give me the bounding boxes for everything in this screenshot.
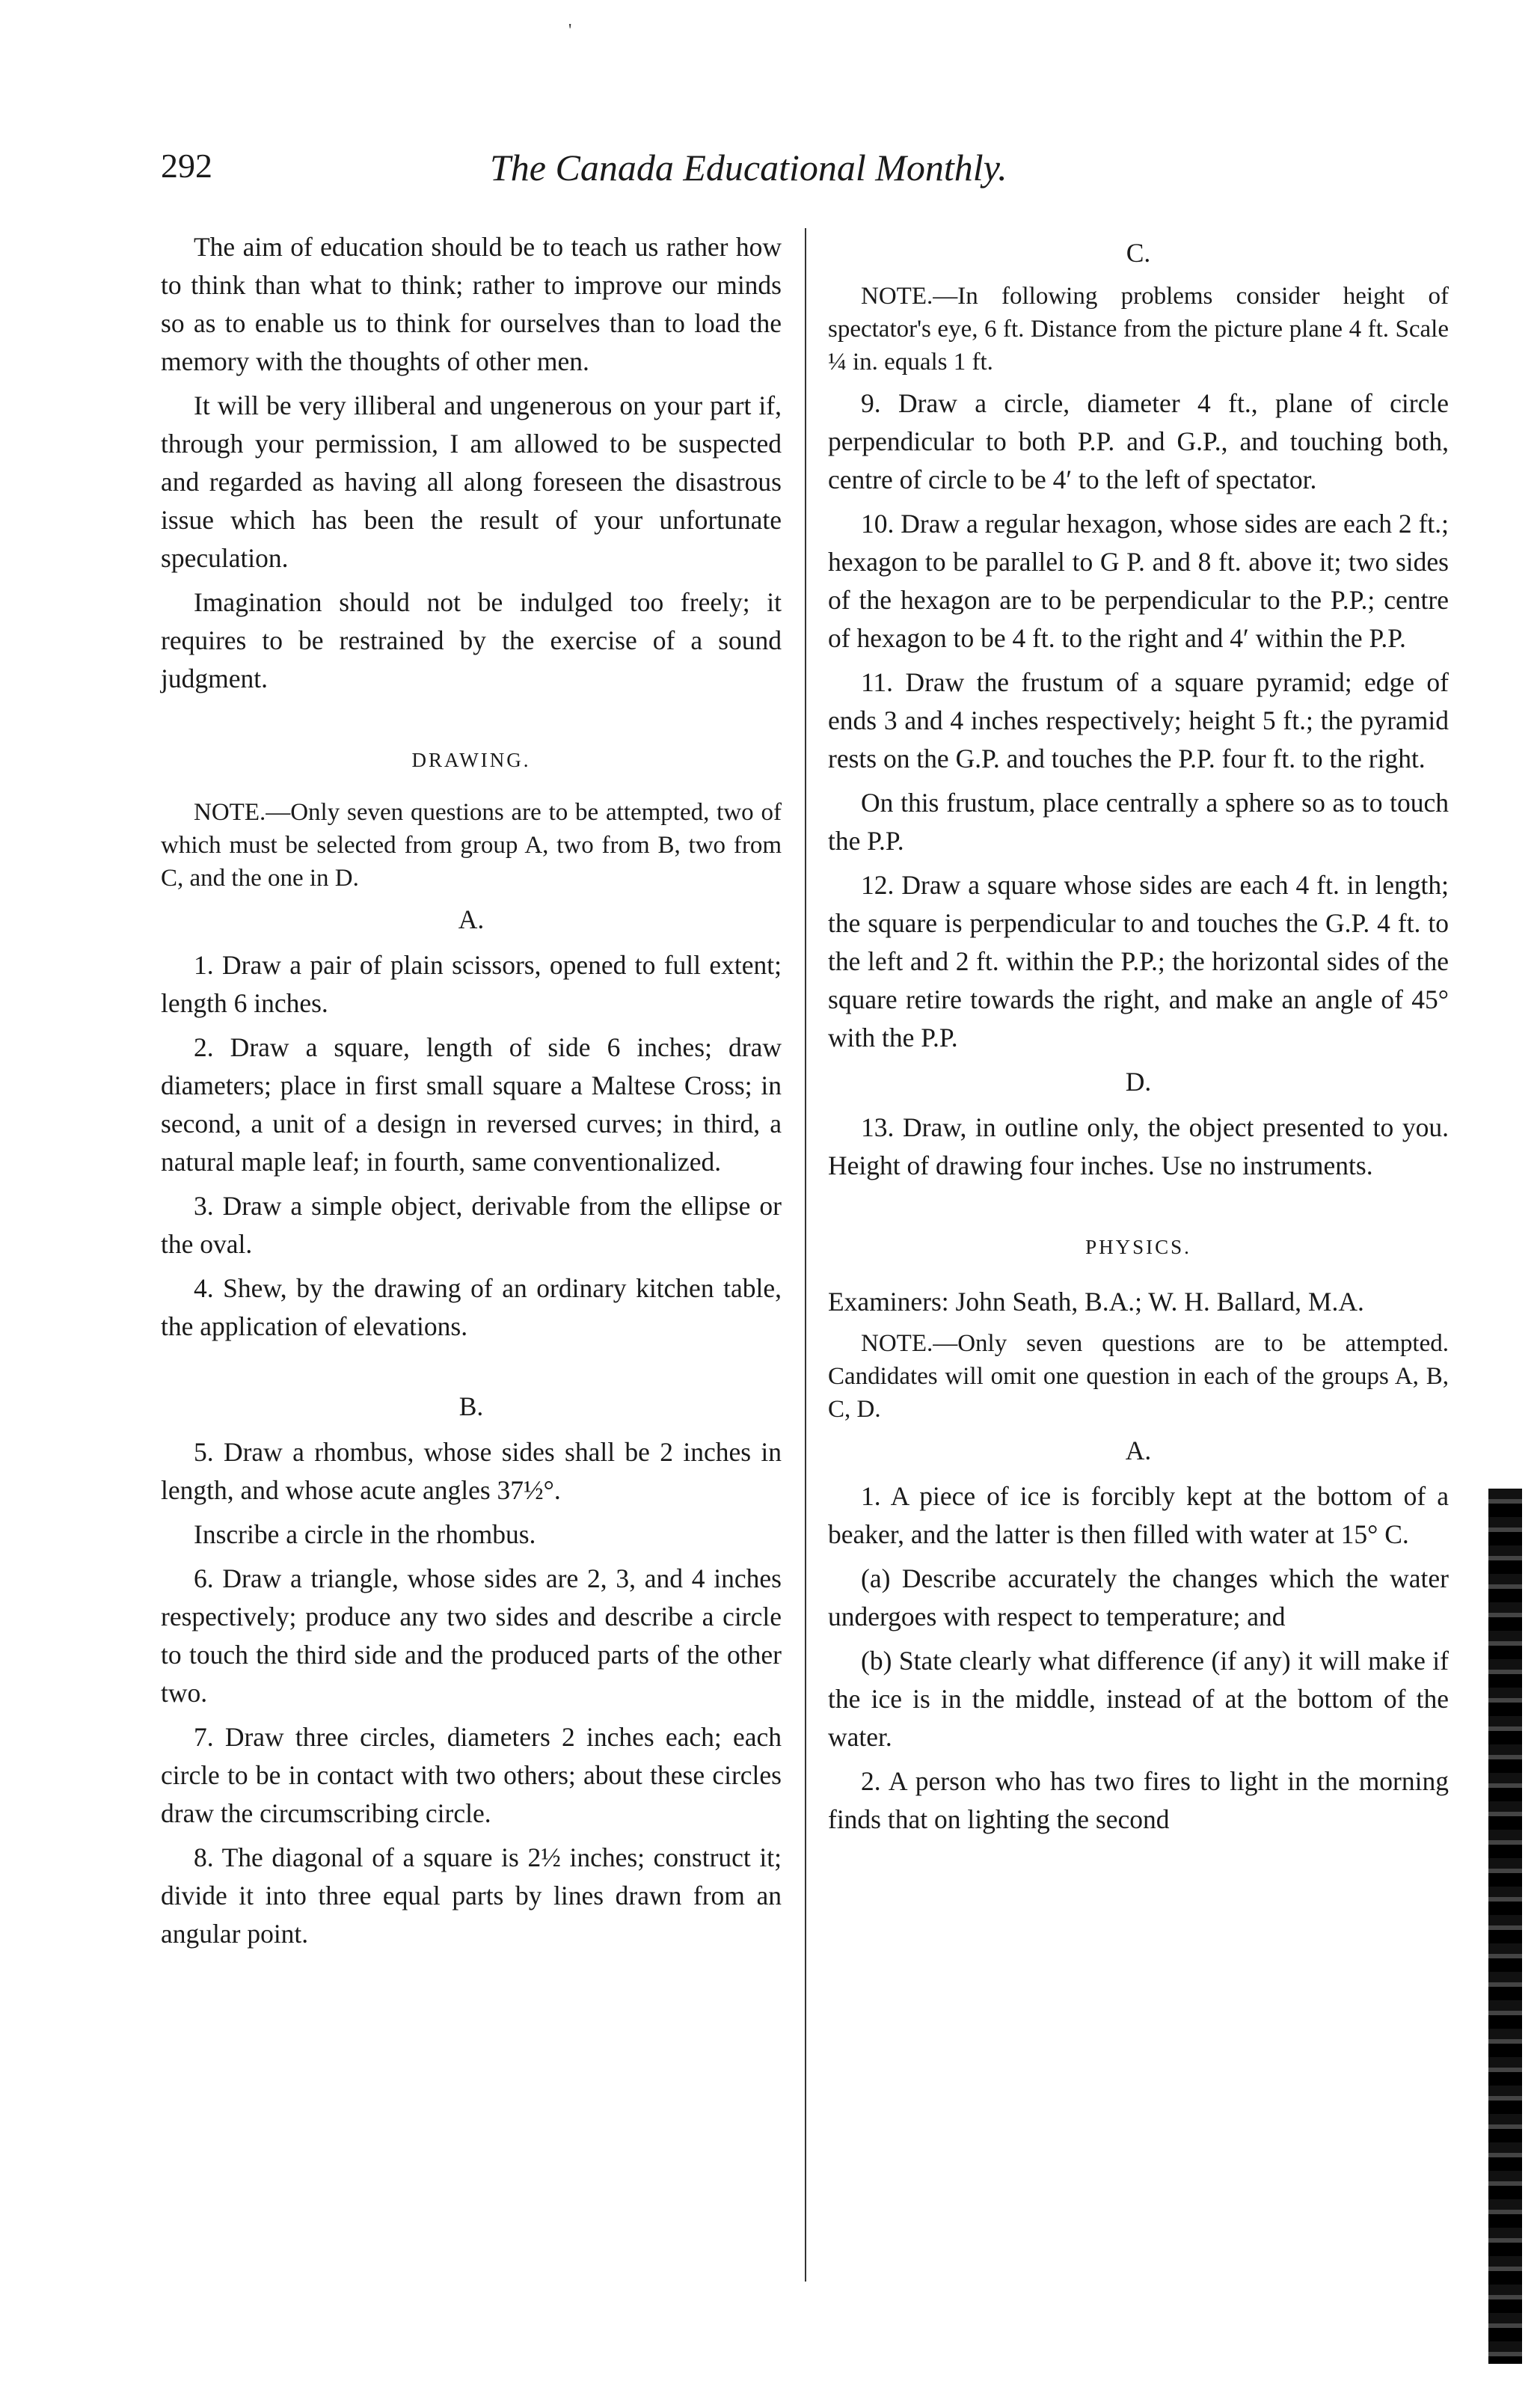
physics-note: NOTE.—Only seven questions are to be attempted. Candidates will omit one question in each of the groups A, B, C, D. xyxy=(828,1330,1449,1423)
question-1: 1. Draw a pair of plain scissors, opened to full extent; length 6 inches. xyxy=(161,950,782,1018)
right-column xyxy=(828,228,1449,1845)
physics-question-1a: (a) Describe accurately the changes which the water undergoes with respect to temperature; and xyxy=(828,1563,1449,1631)
question-10: 10. Draw a regular hexagon, whose sides are each 2 ft.; hexagon to be parallel to G P. and 8 ft. above it; two sides of the hexagon are to be perpendicular to the P.P.; centre of hexagon to be 4 ft. to the right and 4′ within the P.P. xyxy=(828,509,1449,653)
left-column xyxy=(161,228,782,1959)
question-13: 13. Draw, in outline only, the object presented to you. Height of drawing four inches. Use no instruments. xyxy=(828,1112,1449,1180)
question-12: 12. Draw a square whose sides are each 4 ft. in length; the square is perpendicular to and touches the G.P. 4 ft. to the left and 2 ft. within the P.P.; the horizontal sides of the square retire towards the right, and make an angle of 45° with the P.P. xyxy=(828,870,1449,1052)
question-8: 8. The diagonal of a square is 2½ inches; construct it; divide it into three equal parts by lines drawn from an angular point. xyxy=(161,1842,782,1949)
page-number: 292 xyxy=(161,147,212,185)
binding-edge-shadow xyxy=(1488,1489,1522,2364)
examiners-line: Examiners: John Seath, B.A.; W. H. Ballard, M.A. xyxy=(828,1287,1364,1317)
physics-question-1: 1. A piece of ice is forcibly kept at the bottom of a beaker, and the latter is then filled with water at 15° C. xyxy=(828,1481,1449,1549)
question-11-continued: On this frustum, place centrally a sphere so as to touch the P.P. xyxy=(828,788,1449,856)
spacer xyxy=(161,1352,782,1382)
section-heading-drawing: DRAWING. xyxy=(411,749,531,771)
question-5: 5. Draw a rhombus, whose sides shall be 2 inches in length, and whose acute angles 37½°. xyxy=(161,1437,782,1505)
group-heading-c: C. xyxy=(1126,238,1151,268)
question-5-continued: Inscribe a circle in the rhombus. xyxy=(194,1519,536,1549)
question-2: 2. Draw a square, length of side 6 inches; draw diameters; place in first small square a Maltese Cross; in second, a unit of a design in reversed curves; in third, a natural maple leaf; in fourth, same conventionalized. xyxy=(161,1032,782,1177)
section-heading-physics: PHYSICS. xyxy=(1085,1236,1191,1258)
drawing-note: NOTE.—Only seven questions are to be attempted, two of which must be selected from group A, two from B, two from C, and the one in D. xyxy=(161,799,782,892)
group-heading-a: A. xyxy=(458,904,485,934)
running-title: The Canada Educational Monthly. xyxy=(490,147,1007,189)
physics-group-heading-a: A. xyxy=(1125,1435,1152,1465)
group-heading-b: B. xyxy=(458,1391,484,1421)
aphorism-education: The aim of education should be to teach us rather how to think than what to think; rather to improve our minds so as to enable us to think for ourselves than to load the memory with the thoughts of other men. xyxy=(161,232,782,376)
question-6: 6. Draw a triangle, whose sides are 2, 3, and 4 inches respectively; produce any two sides and describe a circle to touch the third side and the produced parts of the other two. xyxy=(161,1563,782,1708)
page-header xyxy=(161,146,1141,206)
column-divider xyxy=(805,228,806,2282)
question-7: 7. Draw three circles, diameters 2 inches each; each circle to be in contact with two others; about these circles draw the circumscribing circle. xyxy=(161,1722,782,1828)
group-heading-d: D. xyxy=(1125,1067,1152,1097)
question-4: 4. Shew, by the drawing of an ordinary kitchen table, the application of elevations. xyxy=(161,1273,782,1341)
aphorism-illiberal: It will be very illiberal and ungenerous on your part if, through your permission, I am allowed to be suspected and regarded as having all along foreseen the disastrous issue which has been the result of your unfortunate speculation. xyxy=(161,390,782,573)
physics-question-2: 2. A person who has two fires to light in the morning finds that on lighting the second xyxy=(828,1766,1449,1834)
question-11: 11. Draw the frustum of a square pyramid; edge of ends 3 and 4 inches respectively; height 5 ft.; the pyramid rests on the G.P. and touches the P.P. four ft. to the right. xyxy=(828,667,1449,773)
perspective-note: NOTE.—In following problems consider height of spectator's eye, 6 ft. Distance from the picture plane 4 ft. Scale ¼ in. equals 1 ft. xyxy=(828,283,1449,376)
stray-mark: ' xyxy=(568,21,572,40)
aphorism-imagination: Imagination should not be indulged too freely; it requires to be restrained by the exercise of a sound judgment. xyxy=(161,587,782,693)
physics-question-1b: (b) State clearly what difference (if any) it will make if the ice is in the middle, instead of at the bottom of the water. xyxy=(828,1646,1449,1752)
question-3: 3. Draw a simple object, derivable from the ellipse or the oval. xyxy=(161,1191,782,1259)
question-9: 9. Draw a circle, diameter 4 ft., plane of circle perpendicular to both P.P. and G.P., and touching both, centre of circle to be 4′ to the left of spectator. xyxy=(828,388,1449,494)
